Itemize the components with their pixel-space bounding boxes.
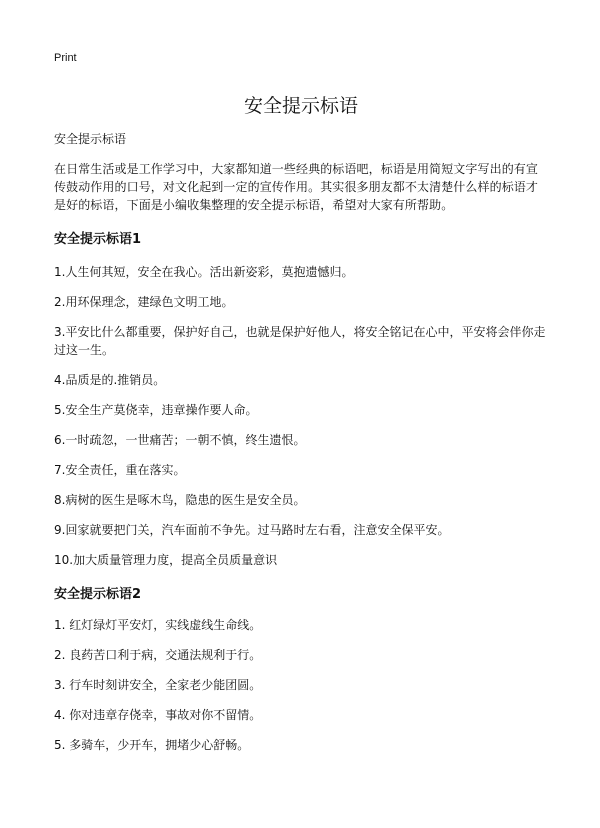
list-item: 1. 红灯绿灯平安灯，实线虚线生命线。 xyxy=(54,618,262,632)
list-item: 2. 良药苦口利于病，交通法规利于行。 xyxy=(54,648,262,662)
document-subtitle: 安全提示标语 xyxy=(54,132,127,146)
list-item: 5.安全生产莫侥幸，违章操作要人命。 xyxy=(54,403,258,417)
list-item: 8.病树的医生是啄木鸟，隐患的医生是安全员。 xyxy=(54,493,306,507)
list-item: 2.用环保理念，建绿色文明工地。 xyxy=(54,295,234,309)
section-1 xyxy=(54,231,548,569)
list-item: 1.人生何其短，安全在我心。活出新姿彩，莫抱遗憾归。 xyxy=(54,265,354,279)
section-2 xyxy=(54,586,548,754)
section-heading: 安全提示标语1 xyxy=(54,232,142,247)
print-link[interactable]: Print xyxy=(54,52,77,64)
list-item: 10.加大质量管理力度，提高全员质量意识 xyxy=(54,553,278,567)
list-item: 6.一时疏忽，一世痛苦；一朝不慎，终生遗恨。 xyxy=(54,433,306,447)
list-item: 4. 你对违章存侥幸，事故对你不留情。 xyxy=(54,708,262,722)
list-item: 5. 多骑车，少开车，拥堵少心舒畅。 xyxy=(54,738,250,752)
list-item: 7.安全责任，重在落实。 xyxy=(54,463,186,477)
intro-paragraph: 在日常生活或是工作学习中，大家都知道一些经典的标语吧，标语是用简短文字写出的有宣传鼓动作用的口号，对文化起到一定的宣传作用。其实很多朋友都不太清楚什么样的标语才是好的标语，下面是小编收集整理的安全提示标语，希望对大家有所帮助。 xyxy=(54,162,539,212)
list-item: 9.回家就要把门关，汽车面前不争先。过马路时左右看，注意安全保平安。 xyxy=(54,523,450,537)
list-item: 3.平安比什么都重要，保护好自己，也就是保护好他人，将安全铭记在心中，平安将会伴你走过这一生。 xyxy=(54,325,546,357)
list-item: 3. 行车时刻讲安全，全家老少能团圆。 xyxy=(54,678,262,692)
section-heading: 安全提示标语2 xyxy=(54,587,142,602)
page-title: 安全提示标语 xyxy=(243,95,358,117)
list-item: 4.品质是的.推销员。 xyxy=(54,373,166,387)
